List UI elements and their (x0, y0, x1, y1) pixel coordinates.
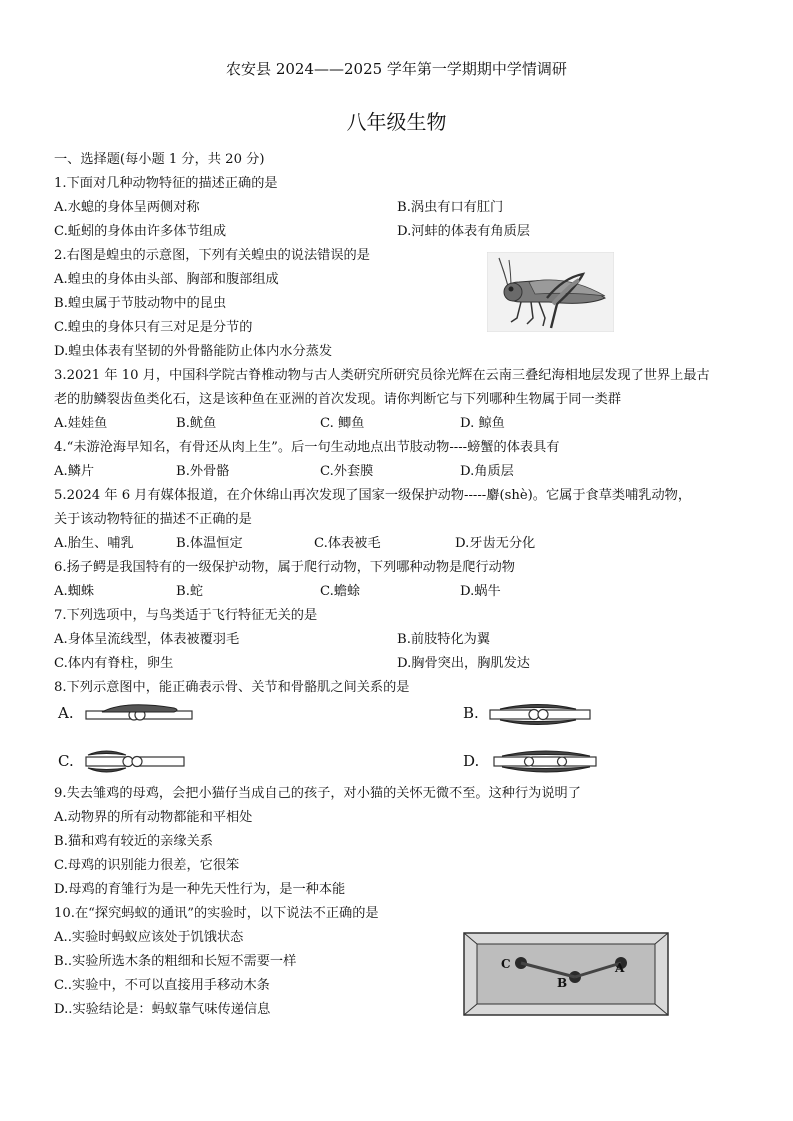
q10-stem: 10.在“探究蚂蚁的通讯”的实验时，以下说法不正确的是 (54, 906, 379, 921)
q2-option-d: D.蝗虫体表有坚韧的外骨骼能防止体内水分蒸发 (54, 344, 333, 359)
q5-stem-line2: 关于该动物特征的描述不正确的是 (54, 512, 252, 527)
q1-option-d: D.河蚌的体表有角质层 (397, 224, 530, 239)
q8-diagram-c (84, 747, 188, 777)
q1-stem: 1.下面对几种动物特征的描述正确的是 (54, 176, 278, 191)
exam-title: 农安县 2024——2025 学年第一学期期中学情调研 (226, 60, 567, 78)
q8-option-d-label: D. (463, 752, 480, 770)
q6-stem: 6.扬子鳄是我国特有的一级保护动物，属于爬行动物，下列哪种动物是爬行动物 (54, 560, 515, 575)
q9-option-b: B.猫和鸡有较近的亲缘关系 (54, 834, 213, 849)
ant-experiment-figure (463, 932, 669, 1016)
q5-option-b: B.体温恒定 (176, 536, 243, 551)
q8-option-b-label: B. (463, 704, 479, 722)
ant-label-a: A (615, 961, 625, 975)
q9-option-a: A.动物界的所有动物都能和平相处 (54, 810, 253, 825)
q9-option-d: D.母鸡的育雏行为是一种先天性行为，是一种本能 (54, 882, 346, 897)
q4-stem: 4.“未游沧海早知名，有骨还从肉上生”。后一句生动地点出节肢动物----螃蟹的体表具有 (54, 440, 560, 455)
q3-option-a: A.娃娃鱼 (54, 416, 108, 431)
q6-option-c: C.蟾蜍 (320, 584, 361, 599)
q8-diagram-b (488, 700, 594, 730)
q3-option-d: D. 鲸鱼 (460, 416, 505, 431)
q8-diagram-a (84, 700, 198, 730)
q4-option-b: B.外骨骼 (176, 464, 230, 479)
q1-option-a: A.水螅的身体呈两侧对称 (54, 200, 200, 215)
q7-stem: 7.下列选项中，与鸟类适于飞行特征无关的是 (54, 608, 318, 623)
q3-stem-line2: 老的肋鳞裂齿鱼类化石，这是该种鱼在亚洲的首次发现。请你判断它与下列哪种生物属于同一类群 (54, 392, 622, 407)
q4-option-c: C.外套膜 (320, 464, 374, 479)
ant-label-b: B (557, 976, 568, 990)
q4-option-a: A.鳞片 (54, 464, 95, 479)
q2-option-a: A.蝗虫的身体由头部、胸部和腹部组成 (54, 272, 279, 287)
q5-option-d: D.牙齿无分化 (455, 536, 536, 551)
q9-stem: 9.失去雏鸡的母鸡，会把小猫仔当成自己的孩子，对小猫的关怀无微不至。这种行为说明了 (54, 786, 581, 801)
q10-option-d: D..实验结论是：蚂蚁靠气味传递信息 (54, 1002, 271, 1017)
q7-option-d: D.胸骨突出，胸肌发达 (397, 656, 530, 671)
ant-label-c: C (501, 957, 511, 971)
q3-option-c: C. 鲫鱼 (320, 416, 365, 431)
q5-option-a: A.胎生、哺乳 (54, 536, 134, 551)
section-heading: 一、选择题(每小题 1 分，共 20 分) (54, 152, 265, 167)
q8-diagram-d (492, 747, 600, 777)
q8-stem: 8.下列示意图中，能正确表示骨、关节和骨骼肌之间关系的是 (54, 680, 410, 695)
q6-option-b: B.蛇 (176, 584, 204, 599)
q9-option-c: C.母鸡的识别能力很差，它很笨 (54, 858, 240, 873)
q7-option-a: A.身体呈流线型，体表被覆羽毛 (54, 632, 240, 647)
q4-option-d: D.角质层 (460, 464, 514, 479)
q2-option-b: B.蝗虫属于节肢动物中的昆虫 (54, 296, 227, 311)
q6-option-d: D.蜗牛 (460, 584, 501, 599)
q6-option-a: A.蜘蛛 (54, 584, 95, 599)
subject-title: 八年级生物 (346, 110, 447, 134)
q8-option-c-label: C. (58, 752, 74, 770)
q5-option-c: C.体表被毛 (314, 536, 381, 551)
q1-option-b: B.涡虫有口有肛门 (397, 200, 504, 215)
q2-stem: 2.右图是蝗虫的示意图，下列有关蝗虫的说法错误的是 (54, 248, 370, 263)
q3-stem-line1: 3.2021 年 10 月，中国科学院古脊椎动物与古人类研究所研究员徐光辉在云南三叠纪海相地层发现了世界上最古 (54, 368, 710, 383)
q3-option-b: B.鱿鱼 (176, 416, 217, 431)
q1-option-c: C.蚯蚓的身体由许多体节组成 (54, 224, 227, 239)
q7-option-c: C.体内有脊柱，卵生 (54, 656, 174, 671)
q5-stem-line1: 5.2024 年 6 月有媒体报道，在介休绵山再次发现了国家一级保护动物-----麝(shè)。它属于食草类哺乳动物， (54, 488, 692, 503)
q8-option-a-label: A. (58, 704, 74, 722)
q10-option-c: C..实验中，不可以直接用手移动木条 (54, 978, 270, 993)
q10-option-b: B..实验所选木条的粗细和长短不需要一样 (54, 954, 297, 969)
q7-option-b: B.前肢特化为翼 (397, 632, 491, 647)
q2-option-c: C.蝗虫的身体只有三对足是分节的 (54, 320, 253, 335)
grasshopper-image (487, 252, 614, 332)
q10-option-a: A..实验时蚂蚁应该处于饥饿状态 (54, 930, 244, 945)
